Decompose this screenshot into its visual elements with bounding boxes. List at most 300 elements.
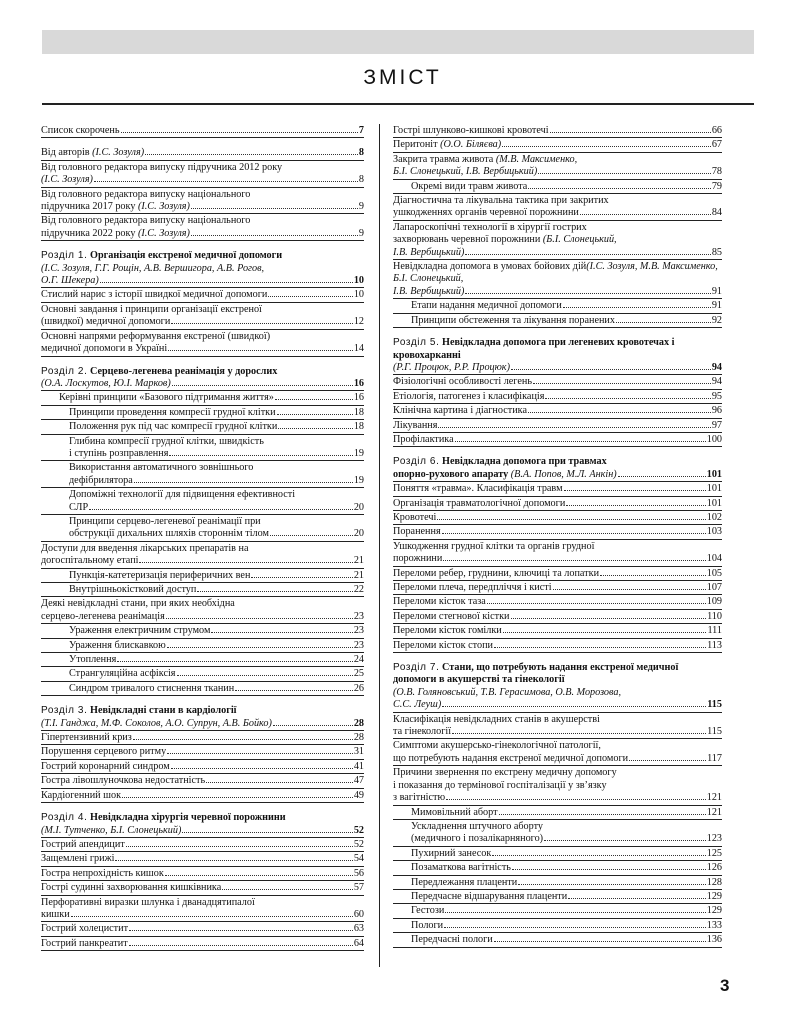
entry-author: І.В. Вербицький)	[393, 285, 465, 297]
entry-author: І.В. Вербицький)	[393, 246, 465, 258]
page-ref: 60	[353, 908, 364, 920]
toc-entry[interactable]	[393, 595, 722, 609]
toc-entry[interactable]	[393, 138, 722, 152]
toc-entry[interactable]	[393, 260, 722, 299]
toc-section-entry[interactable]	[41, 704, 364, 731]
page-ref: 8	[358, 174, 364, 186]
toc-entry[interactable]	[41, 583, 364, 597]
entry-author: (І.С. Зозуля)	[92, 147, 145, 159]
page-ref: 100	[706, 433, 722, 445]
page-ref: 52	[353, 824, 364, 836]
dot-leader	[251, 577, 352, 578]
page-ref: 123	[706, 833, 722, 845]
page-ref: 12	[353, 316, 364, 328]
entry-text: Ушкодження грудної клітки та органів грудної	[393, 540, 595, 552]
dot-leader	[600, 575, 706, 576]
dot-leader	[206, 782, 353, 783]
entry-author: (Т.І. Ганджа, М.Ф. Соколов, А.О. Супрун, А.В. Бойко)	[41, 717, 272, 729]
toc-entry[interactable]	[393, 847, 722, 861]
page-ref: 20	[353, 528, 364, 540]
toc-entry[interactable]	[41, 896, 364, 923]
toc-entry[interactable]	[41, 515, 364, 542]
page-ref: 49	[353, 789, 364, 801]
entry-text: та гінекології	[393, 726, 452, 738]
dot-leader	[129, 945, 353, 946]
dot-leader	[168, 350, 353, 351]
entry-text: і показання до термінової госпіталізації у зв’язку	[393, 779, 607, 791]
toc-entry[interactable]	[41, 420, 364, 434]
entry-text: Порушення серцевого ритму	[41, 746, 167, 758]
toc-entry[interactable]	[41, 682, 364, 696]
page-ref: 24	[353, 654, 364, 666]
toc-entry[interactable]	[393, 861, 722, 875]
entry-text: (швидкої) медичної допомоги	[41, 316, 171, 328]
page-ref: 107	[706, 582, 722, 593]
toc-entry[interactable]	[393, 739, 722, 766]
toc-entry[interactable]	[41, 881, 364, 895]
entry-text: Защемлені грижі	[41, 853, 115, 865]
section-label: Розділ 2.	[41, 365, 88, 377]
page-ref: 105	[706, 567, 722, 579]
page-ref: 10	[353, 289, 364, 301]
dot-leader	[444, 927, 706, 928]
dot-leader	[503, 632, 707, 633]
toc-entry[interactable]	[393, 890, 722, 904]
dot-leader	[177, 675, 353, 676]
toc-entry[interactable]	[393, 124, 722, 138]
entry-author: (І.С. Зозуля)	[137, 227, 190, 239]
entry-text: Поранення	[393, 526, 441, 538]
dot-leader	[273, 725, 353, 726]
page-ref: 21	[353, 569, 364, 581]
page-ref: 10	[353, 275, 364, 287]
dot-leader	[115, 860, 352, 861]
entry-author: (І.С. Зозуля, М.В. Максименко, Б.І. Слонецький,	[393, 261, 718, 285]
toc-section-entry[interactable]	[393, 455, 722, 482]
dot-leader	[277, 414, 353, 415]
page-ref: 96	[711, 405, 722, 417]
page-ref: 67	[711, 139, 722, 151]
entry-text: Принципи обстеження та лікування поранених	[411, 314, 615, 326]
dot-leader	[211, 632, 352, 633]
entry-text: Внутрішньокістковий доступ	[69, 584, 197, 595]
dot-leader	[117, 661, 353, 662]
entry-text: Гостра непрохідність кишок	[41, 867, 164, 879]
toc-entry[interactable]	[41, 188, 364, 215]
entry-author: (М.В. Максименко,	[495, 153, 578, 165]
dot-leader	[167, 753, 353, 754]
page-ref: 125	[706, 847, 722, 859]
toc-entry[interactable]	[393, 404, 722, 418]
dot-leader	[275, 399, 353, 400]
entry-text: Переломи ребер, груднини, ключиці та лопатки	[393, 567, 600, 579]
toc-entry[interactable]	[41, 288, 364, 302]
toc-entry[interactable]	[393, 180, 722, 194]
entry-text: Організація травматологічної допомоги	[393, 497, 566, 509]
page-ref: 129	[706, 890, 722, 902]
toc-entry[interactable]	[393, 299, 722, 313]
entry-text: Переломи стегнової кістки	[393, 610, 510, 622]
page-ref: 91	[711, 285, 722, 297]
page-ref: 104	[706, 553, 722, 565]
page-ref: 21	[353, 555, 364, 567]
page-ref: 9	[358, 227, 364, 239]
page-ref: 57	[353, 882, 364, 894]
entry-text: Основні напрями реформування екстреної (швидкої)	[41, 330, 271, 342]
page-ref: 9	[358, 201, 364, 213]
page-ref: 14	[353, 343, 364, 355]
dot-leader	[197, 591, 352, 592]
entry-text: Пункція-катетеризація периферичних вен	[69, 569, 251, 581]
toc-entry[interactable]	[393, 567, 722, 581]
section-title: Серцево-легенева реанімація у дорослих	[90, 365, 278, 377]
dot-leader	[129, 930, 353, 931]
page-ref: 64	[353, 937, 364, 949]
toc-entry[interactable]	[41, 838, 364, 852]
toc-entry[interactable]	[393, 904, 722, 918]
toc-entry[interactable]	[393, 919, 722, 933]
entry-author: (І.С. Зозуля)	[41, 174, 93, 186]
toc-entry[interactable]	[393, 624, 722, 638]
section-title: опорно-рухового апарату	[393, 468, 509, 480]
toc-entry[interactable]	[393, 639, 722, 653]
entry-text: Гострий апендицит	[41, 838, 125, 850]
toc-entry[interactable]	[41, 391, 364, 405]
toc-entry[interactable]	[393, 876, 722, 890]
section-label: Розділ 4.	[41, 812, 88, 824]
toc-entry[interactable]	[41, 124, 364, 138]
dot-leader	[278, 428, 352, 429]
entry-text: Етапи надання медичної допомоги	[411, 300, 562, 312]
entry-text: Доступи для введення лікарських препаратів на	[41, 542, 249, 554]
page-ref: 103	[706, 526, 722, 538]
toc-entry[interactable]	[393, 540, 722, 567]
dot-leader	[553, 589, 706, 590]
page-ref: 8	[358, 147, 364, 159]
toc-entry[interactable]	[41, 774, 364, 788]
toc-entry[interactable]	[393, 806, 722, 820]
page-ref: 25	[353, 668, 364, 680]
toc-entry[interactable]	[41, 937, 364, 951]
entry-text: Симптоми акушерсько-гінекологічної патології,	[393, 740, 601, 752]
entry-text: Деякі невідкладні стани, при яких необхідна	[41, 598, 235, 610]
entry-text: Позаматкова вагітність	[411, 862, 511, 874]
page-ref: 23	[353, 610, 364, 622]
entry-text: кишки	[41, 908, 70, 920]
toc-entry[interactable]	[41, 569, 364, 583]
toc-section-entry[interactable]	[41, 249, 364, 288]
page-ref: 63	[353, 923, 364, 935]
dot-leader	[455, 441, 706, 442]
entry-text: СЛР	[69, 501, 89, 513]
toc-entry[interactable]	[41, 731, 364, 745]
page-ref: 129	[706, 905, 722, 917]
dot-leader	[494, 647, 706, 648]
toc-entry[interactable]	[393, 153, 722, 180]
dot-leader	[166, 618, 353, 619]
toc-section-entry[interactable]	[393, 661, 722, 713]
toc-entry[interactable]	[41, 745, 364, 759]
page-ref: 52	[353, 838, 364, 850]
toc-entry[interactable]	[393, 933, 722, 947]
toc-section-entry[interactable]	[41, 811, 364, 838]
toc-entry[interactable]	[41, 653, 364, 667]
toc-entry[interactable]	[393, 766, 722, 805]
entry-text: Фізіологічні особливості легень	[393, 376, 532, 388]
dot-leader	[442, 533, 706, 534]
page-ref: 56	[353, 867, 364, 879]
dot-leader	[167, 647, 353, 648]
dot-leader	[445, 912, 705, 913]
section-title: Невідкладна допомога при легеневих кровотечах і кровохарканні	[393, 337, 675, 361]
dot-leader	[568, 898, 706, 899]
entry-author: (І.С. Зозуля)	[137, 201, 190, 213]
toc-entry[interactable]	[393, 375, 722, 389]
toc-entry[interactable]	[41, 922, 364, 936]
dot-leader	[533, 383, 711, 384]
dot-leader	[618, 476, 706, 477]
entry-text: Етіологія, патогенез і класифікація	[393, 390, 545, 402]
toc-entry[interactable]	[393, 482, 722, 496]
entry-author: (В.А. Попов, М.Л. Анкін)	[508, 468, 617, 480]
entry-text: Гострий холецистит	[41, 923, 129, 935]
dot-leader	[550, 132, 711, 133]
section-title: Стани, що потребують надання екстреної медичної допомоги в акушерстві та гінекології	[393, 662, 679, 686]
entry-author: (О.О. Біляєва)	[440, 139, 502, 151]
entry-text: Ускладнення штучного аборту	[411, 820, 544, 832]
toc-entry[interactable]	[393, 314, 722, 328]
toc-entry[interactable]	[393, 419, 722, 433]
toc-entry[interactable]	[41, 760, 364, 774]
toc-entry[interactable]	[41, 435, 364, 462]
toc-section-entry[interactable]	[41, 365, 364, 392]
dot-leader	[616, 322, 711, 323]
toc-entry[interactable]	[41, 624, 364, 638]
dot-leader	[465, 254, 710, 255]
entry-text: Перитоніт	[393, 139, 441, 151]
page-ref: 79	[711, 180, 722, 192]
page-ref: 16	[353, 392, 364, 404]
entry-text: Принципи проведення компресії грудної клітки	[69, 406, 276, 418]
page-ref: 101	[706, 468, 722, 480]
entry-text: серцево-легенева реанімація	[41, 610, 165, 622]
page-ref: 28	[353, 732, 364, 744]
entry-text: Від головного редактора випуску національного	[41, 215, 251, 227]
entry-text: Положення рук під час компресії грудної клітки	[69, 421, 278, 433]
entry-text: Мимовільний аборт	[411, 806, 498, 818]
page-number: 3	[720, 976, 730, 995]
section-title: Невідкладні стани в кардіології	[90, 705, 237, 717]
entry-text: порожнини	[393, 553, 443, 565]
entry-text: Пухирний занесок	[411, 847, 492, 859]
page-ref: 85	[711, 246, 722, 258]
toc-entry[interactable]	[41, 667, 364, 681]
entry-text: Перфоративні виразки шлунка і дванадцятипалої	[41, 896, 255, 908]
dot-leader	[235, 690, 353, 691]
page-ref: 128	[706, 876, 722, 888]
entry-text: Переломи кісток стопи	[393, 639, 493, 651]
page-ref: 54	[353, 853, 364, 865]
toc-entry[interactable]	[393, 221, 722, 260]
dot-leader	[268, 296, 352, 297]
dot-leader	[487, 603, 706, 604]
entry-text: (медичного і позалікарняного)	[411, 833, 544, 845]
entry-text: Невідкладна допомога в умовах бойових дій	[393, 261, 587, 273]
entry-text: обструкції дихальних шляхів стороннім тілом	[69, 528, 269, 540]
entry-text: Лікування	[393, 419, 438, 431]
toc-entry[interactable]	[41, 146, 364, 160]
entry-text: Пологи	[411, 919, 444, 931]
entry-text: що потребують надання екстреної медичної допомоги	[393, 752, 629, 764]
toc-entry[interactable]	[41, 639, 364, 653]
dot-leader	[89, 509, 353, 510]
entry-text: захворювань черевної порожнини	[393, 234, 543, 246]
entry-text: Передчасні пологи	[411, 934, 493, 946]
section-title: Невідкладна хірургія черевної порожнини	[90, 812, 286, 824]
page-ref: 41	[353, 760, 364, 772]
toc-entry[interactable]	[393, 497, 722, 511]
toc-entry[interactable]	[393, 581, 722, 595]
entry-text: Поняття «травма». Класифікація травм	[393, 483, 563, 495]
entry-text: Допоміжні технології для підвищення ефективності	[69, 489, 296, 501]
toc-entry[interactable]	[41, 789, 364, 803]
dot-leader	[528, 188, 711, 189]
dot-leader	[563, 307, 711, 308]
toc-entry[interactable]	[41, 852, 364, 866]
dot-leader	[100, 282, 353, 283]
dot-leader	[270, 535, 353, 536]
dot-leader	[171, 768, 353, 769]
page-ref: 101	[706, 497, 722, 509]
toc-entry[interactable]	[393, 610, 722, 624]
page-ref: 23	[353, 639, 364, 651]
page-ref: 94	[711, 361, 722, 373]
entry-text: Гестози	[411, 905, 445, 917]
page-ref: 126	[706, 862, 722, 874]
page-ref: 78	[711, 166, 722, 178]
page-title: ЗМІСТ	[363, 66, 442, 89]
entry-text: Утоплення	[69, 654, 117, 666]
dot-leader	[169, 455, 352, 456]
entry-text: Гіпертензивний криз	[41, 732, 132, 744]
toc-entry[interactable]	[393, 525, 722, 539]
header-band	[42, 30, 754, 54]
dot-leader	[538, 173, 711, 174]
page-ref: 102	[706, 511, 722, 523]
page-ref: 28	[353, 717, 364, 729]
toc-entry[interactable]	[393, 511, 722, 525]
page-ref: 31	[353, 746, 364, 758]
dot-leader	[511, 618, 707, 619]
page-ref: 95	[711, 390, 722, 402]
entry-text: Від головного редактора випуску національного	[41, 188, 251, 200]
dot-leader	[139, 562, 352, 563]
dot-leader	[452, 733, 706, 734]
entry-text: Керівні принципи «Базового підтримання життя»	[59, 392, 274, 404]
entry-text: Гострі судинні захворювання кишківника	[41, 882, 222, 894]
page-ref: 117	[707, 752, 722, 764]
dot-leader	[629, 760, 706, 761]
toc-entry[interactable]	[393, 390, 722, 404]
dot-leader	[134, 482, 353, 483]
dot-leader	[443, 560, 705, 561]
toc-entry[interactable]	[41, 330, 364, 357]
toc-entry[interactable]	[393, 820, 722, 847]
dot-leader	[502, 146, 711, 147]
entry-text: Стислий нарис з історії швидкої медичної допомоги	[41, 289, 268, 301]
entry-text: Ураження блискавкою	[69, 639, 166, 651]
dot-leader	[545, 398, 710, 399]
page-ref: 136	[706, 934, 722, 946]
dot-leader	[71, 916, 353, 917]
section-label: Розділ 3.	[41, 705, 88, 717]
entry-text: підручника 2022 року	[41, 227, 138, 239]
entry-text: Гострий панкреатит	[41, 937, 128, 949]
toc-left-column	[41, 124, 364, 951]
toc-entry[interactable]	[41, 214, 364, 241]
dot-leader	[465, 293, 710, 294]
dot-leader	[121, 132, 358, 133]
entry-text: Окремі види травм живота	[411, 180, 528, 192]
toc-entry[interactable]	[41, 461, 364, 488]
entry-text: Гострі шлунково-кишкові кровотечі	[393, 125, 549, 136]
entry-text: Принципи серцево-легеневої реанімації при	[69, 515, 261, 527]
dot-leader	[511, 369, 711, 370]
toc-entry[interactable]	[41, 488, 364, 515]
entry-text: Переломи плеча, передпліччя і кисті	[393, 582, 552, 593]
toc-entry[interactable]	[41, 597, 364, 624]
entry-text: Передлежання плаценти	[411, 876, 518, 888]
entry-text: Кардіогенний шок	[41, 789, 122, 801]
section-label: Розділ 7.	[393, 662, 440, 674]
entry-text: Синдром тривалого стиснення тканин	[69, 682, 235, 694]
toc-entry[interactable]	[41, 542, 364, 569]
dot-leader	[182, 832, 352, 833]
page-ref: 18	[353, 421, 364, 433]
section-title: Невідкладна допомога при травмах	[442, 456, 607, 468]
entry-text: ушкодженнях органів черевної порожнини	[393, 207, 579, 219]
entry-text: Закрита травма живота	[393, 153, 496, 165]
entry-text: Гострий коронарний синдром	[41, 760, 170, 772]
entry-author: (О.В. Голяновський, Т.В. Герасимова, О.В. Морозова,	[393, 686, 622, 698]
toc-entry[interactable]	[393, 713, 722, 740]
dot-leader	[165, 875, 353, 876]
entry-text: підручника 2017 року	[41, 201, 138, 213]
dot-leader	[191, 208, 358, 209]
toc-entry[interactable]	[41, 406, 364, 420]
page-ref: 121	[706, 792, 722, 804]
toc-entry[interactable]	[41, 867, 364, 881]
dot-leader	[171, 323, 353, 324]
dot-leader	[566, 505, 705, 506]
entry-text: Переломи кісток таза	[393, 596, 486, 608]
entry-text: і ступінь розправлення	[69, 447, 169, 459]
toc-entry[interactable]	[393, 433, 722, 447]
entry-author: О.Г. Шекера)	[41, 275, 99, 287]
toc-entry[interactable]	[41, 161, 364, 188]
dot-leader	[494, 941, 706, 942]
entry-text: Класифікація невідкладних станів в акушерстві	[393, 713, 600, 725]
dot-leader	[528, 412, 711, 413]
toc-entry[interactable]	[41, 303, 364, 330]
page-ref: 22	[353, 584, 364, 595]
toc-section-entry[interactable]	[393, 336, 722, 375]
toc-entry[interactable]	[393, 194, 722, 221]
page-ref: 16	[353, 377, 364, 389]
entry-text: Причини звернення по екстрену медичну допомогу	[393, 767, 617, 779]
page-ref: 92	[711, 314, 722, 326]
page-ref: 115	[707, 699, 722, 711]
